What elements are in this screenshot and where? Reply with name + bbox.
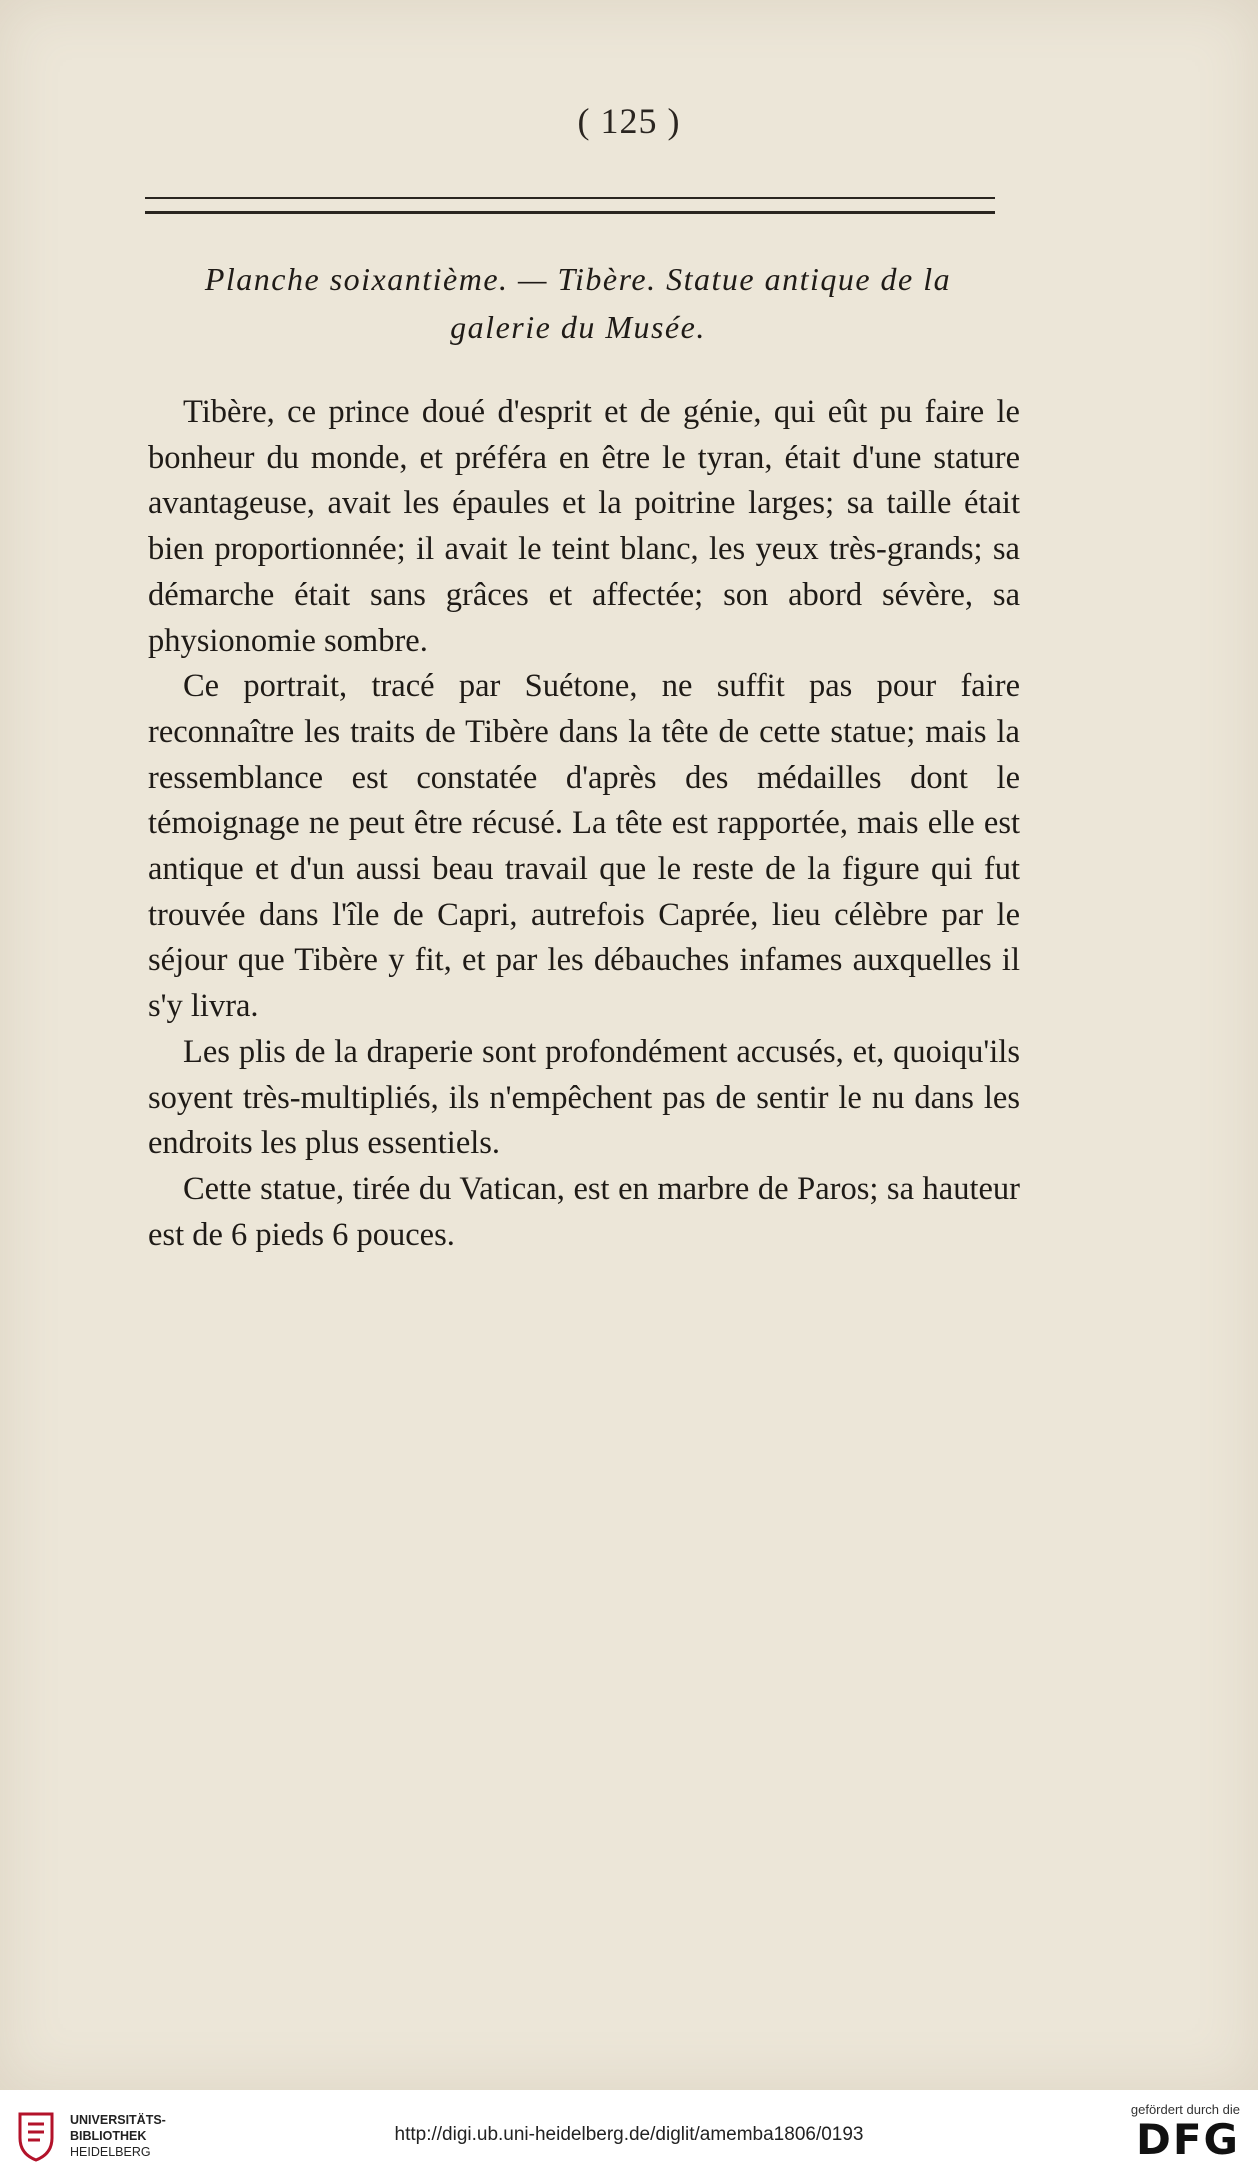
paragraph-3: Les plis de la draperie sont profondément accusés, et, quoiqu'ils soyent très-multipliés, ils n'empêchent pas de sentir le nu dans les endroits les plus essentiels.: [148, 1033, 1020, 1162]
body-text: [148, 390, 1020, 1258]
funding-label: gefördert durch die: [1130, 2102, 1240, 2117]
page-number: ( 125 ): [577, 101, 681, 141]
header-rule-thin: [145, 197, 995, 199]
plate-title-line-1: Planche soixantième. — Tibère. Statue antique de la: [204, 261, 952, 297]
library-name-line-2: BIBLIOTHEK: [70, 2129, 147, 2143]
paragraph-4: Cette statue, tirée du Vatican, est en marbre de Paros; sa hauteur est de 6 pieds 6 pouces.: [148, 1170, 1020, 1253]
paragraph-2: Ce portrait, tracé par Suétone, ne suffit pas pour faire reconnaître les traits de Tibère dans la tête de cette statue; mais la ressemblance est constatée d'après des médailles dont le témoignage ne peut être récusé. La tête est rapportée, mais elle est antique et d'un aussi beau travail que le reste de la figure qui fut trouvée dans l'île de Capri, autrefois Caprée, lieu célèbre par le séjour que Tibère y fit, et par les débauches infames auxquelles il s'y livra.: [148, 668, 1020, 1025]
plate-title: [148, 255, 1008, 351]
plate-title-line-2: galerie du Musée.: [450, 309, 706, 345]
paragraph-1: Tibère, ce prince doué d'esprit et de génie, qui eût pu faire le bonheur du monde, et préféra en être le tyran, était d'une stature avantageuse, avait les épaules et la poitrine larges; sa taille était bien proportionnée; il avait le teint blanc, les yeux très-grands; sa démarche était sans grâces et affectée; son abord sévère, sa physionomie sombre.: [148, 394, 1020, 659]
header-rule-thick: [145, 211, 995, 214]
funder-block[interactable]: [1131, 2102, 1240, 2163]
dfg-logo: DFG: [1135, 2115, 1240, 2164]
library-name-line-3: HEIDELBERG: [70, 2145, 151, 2159]
permalink-url[interactable]: http://digi.ub.uni-heidelberg.de/diglit/amemba1806/0193: [394, 2124, 864, 2145]
viewer-footer: [0, 2090, 1258, 2182]
library-name-line-1: UNIVERSITÄTS-: [70, 2113, 166, 2127]
